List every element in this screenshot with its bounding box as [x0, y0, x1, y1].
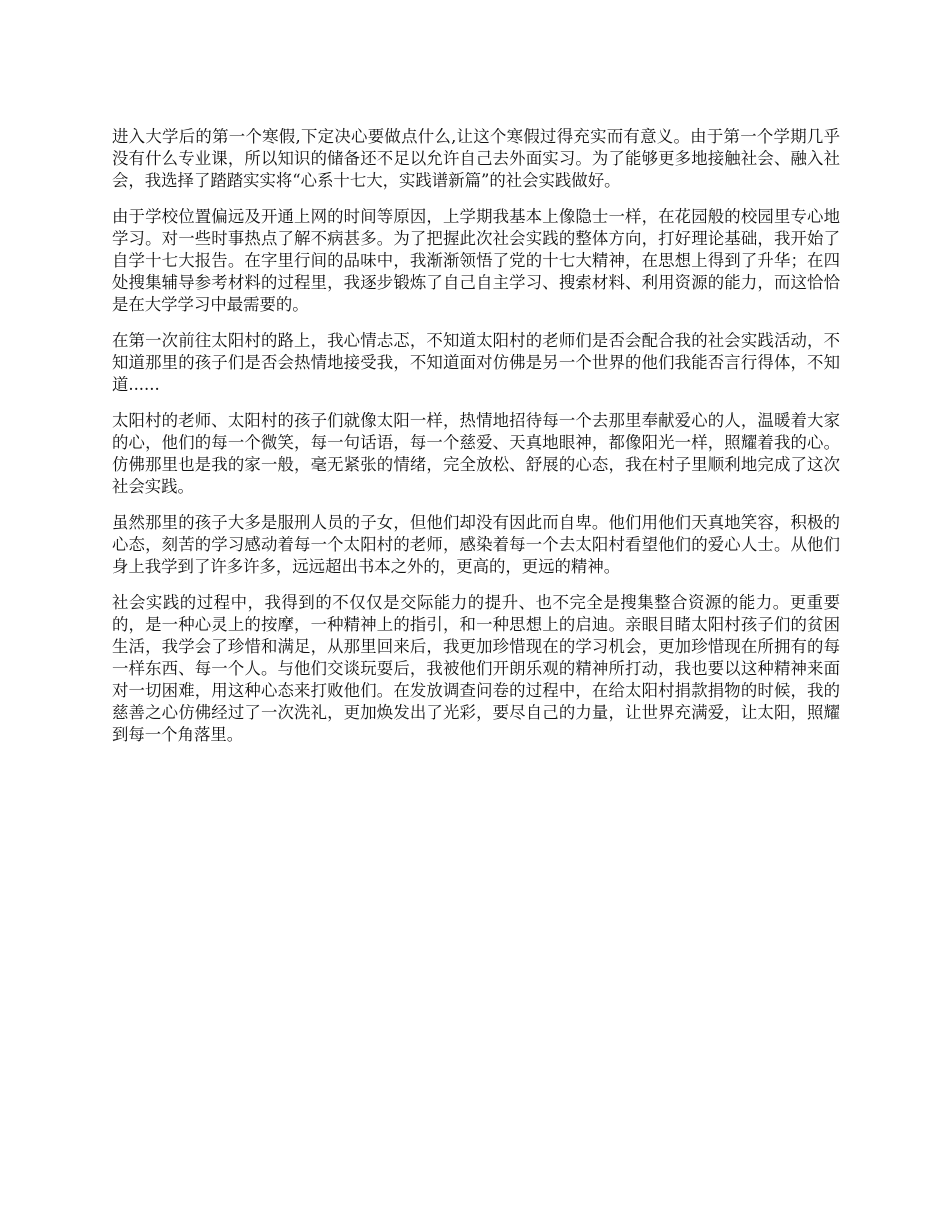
paragraph-3: 在第一次前往太阳村的路上，我心情忐忑，不知道太阳村的老师们是否会配合我的社会实践活动，不知道那里的孩子们是否会热情地接受我，不知道面对仿佛是另一个世界的他们我能否言行得体，不知道...... — [112, 331, 840, 394]
paragraph-6: 社会实践的过程中，我得到的不仅仅是交际能力的提升、也不完全是搜集整合资源的能力。更重要的，是一种心灵上的按摩，一种精神上的指引，和一种思想上的启迪。亲眼目睹太阳村孩子们的贫困生活，我学会了珍惜和满足，从那里回来后，我更加珍惜现在的学习机会，更加珍惜现在所拥有的每一样东西、每一个人。与他们交谈玩耍后，我被他们开朗乐观的精神所打动，我也要以这种精神来面对一切困难，用这种心态来打败他们。在发放调查问卷的过程中，在给太阳村捐款捐物的时候，我的慈善之心仿佛经过了一次洗礼，更加焕发出了光彩，要尽自己的力量，让世界充满爱，让太阳，照耀到每一个角落里。 — [112, 593, 840, 744]
paragraph-5: 虽然那里的孩子大多是服刑人员的子女，但他们却没有因此而自卑。他们用他们天真地笑容，积极的心态，刻苦的学习感动着每一个太阳村的老师，感染着每一个去太阳村看望他们的爱心人士。从他们身上我学到了许多许多，远远超出书本之外的，更高的，更远的精神。 — [112, 513, 840, 576]
paragraph-4: 太阳村的老师、太阳村的孩子们就像太阳一样，热情地招待每一个去那里奉献爱心的人，温暖着大家的心，他们的每一个微笑，每一句话语，每一个慈爱、天真地眼神，都像阳光一样，照耀着我的心。仿佛那里也是我的家一般，毫无紧张的情绪，完全放松、舒展的心态，我在村子里顺利地完成了这次社会实践。 — [112, 411, 840, 496]
paragraph-1: 进入大学后的第一个寒假,下定决心要做点什么,让这个寒假过得充实而有意义。由于第一个学期几乎没有什么专业课，所以知识的储备还不足以允许自己去外面实习。为了能够更多地接触社会、融入社会，我选择了踏踏实实将“心系十七大，实践谱新篇”的社会实践做好。 — [112, 127, 840, 190]
paragraph-2: 由于学校位置偏远及开通上网的时间等原因，上学期我基本上像隐士一样，在花园般的校园里专心地学习。对一些时事热点了解不病甚多。为了把握此次社会实践的整体方向，打好理论基础，我开始了自学十七大报告。在字里行间的品味中，我渐渐领悟了党的十七大精神，在思想上得到了升华；在四处搜集辅导参考材料的过程里，我逐步锻炼了自己自主学习、搜索材料、利用资源的能力，而这恰恰是在大学学习中最需要的。 — [112, 207, 840, 314]
document-body — [112, 126, 840, 760]
